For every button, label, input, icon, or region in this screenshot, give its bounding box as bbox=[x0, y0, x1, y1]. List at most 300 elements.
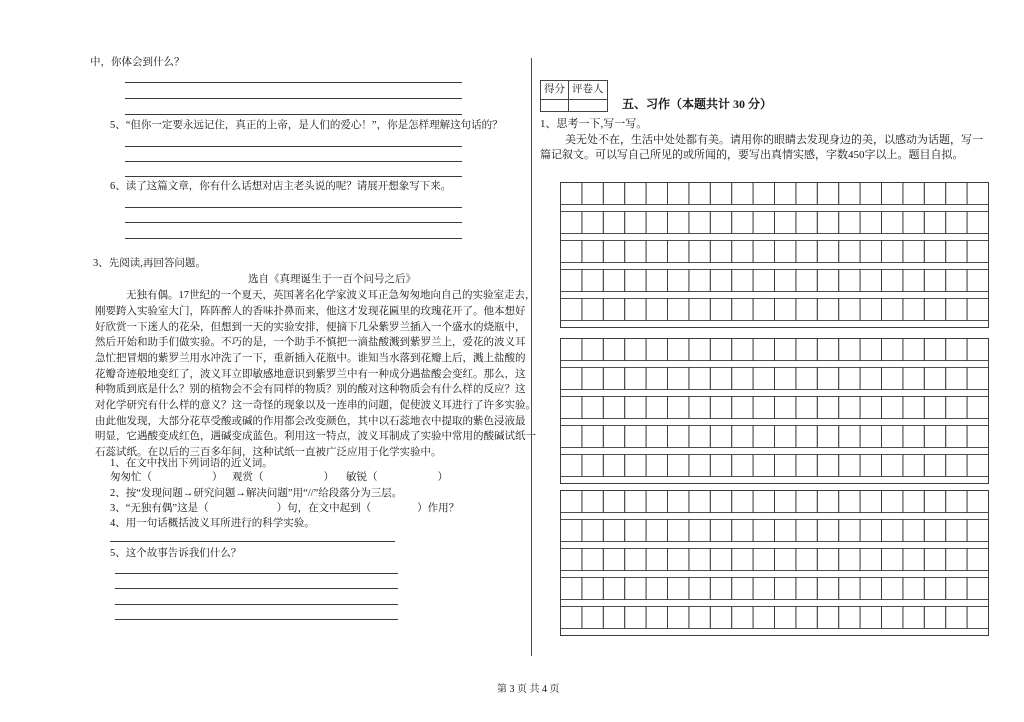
answer-line bbox=[115, 588, 398, 589]
writing-grid-cell bbox=[625, 426, 646, 448]
writing-grid-cell bbox=[796, 241, 817, 263]
writing-grid-cell bbox=[775, 241, 796, 263]
writing-grid-cell bbox=[839, 241, 860, 263]
writing-grid-cell bbox=[946, 183, 967, 205]
writing-grid-cell bbox=[561, 270, 582, 292]
writing-grid-cell bbox=[689, 241, 710, 263]
writing-grid-cell bbox=[946, 426, 967, 448]
writing-grid-cell bbox=[775, 299, 796, 321]
writing-grid-cell bbox=[903, 426, 924, 448]
answer-line bbox=[110, 541, 395, 542]
answer-line bbox=[125, 82, 462, 83]
writing-grid-cell bbox=[603, 299, 624, 321]
passage-line: 对化学研究有什么样的意义？这一奇怪的现象以及一连串的问题，促使波义耳进行了许多实验。 bbox=[95, 400, 536, 411]
writing-grid-cell bbox=[668, 270, 689, 292]
writing-grid-cell bbox=[967, 455, 988, 477]
writing-grid-cell bbox=[903, 241, 924, 263]
writing-grid-cell bbox=[882, 212, 903, 234]
writing-grid-cell bbox=[561, 183, 582, 205]
writing-grid-cell bbox=[839, 299, 860, 321]
writing-grid-cell bbox=[817, 607, 838, 629]
writing-grid-cell bbox=[603, 491, 624, 513]
writing-grid-cell bbox=[946, 397, 967, 419]
writing-grid-cell bbox=[625, 183, 646, 205]
writing-grid-cell bbox=[946, 578, 967, 600]
writing-grid-cell bbox=[860, 455, 881, 477]
writing-grid-cell bbox=[882, 183, 903, 205]
writing-grid-cell bbox=[646, 299, 667, 321]
writing-grid-cell bbox=[946, 520, 967, 542]
writing-grid-cell bbox=[753, 520, 774, 542]
writing-grid-cell bbox=[646, 426, 667, 448]
writing-grid-cell bbox=[903, 520, 924, 542]
writing-grid-cell bbox=[967, 491, 988, 513]
writing-grid-cell bbox=[668, 368, 689, 390]
writing-grid-cell bbox=[817, 455, 838, 477]
synonym-word: 匆匆忙（ bbox=[110, 472, 152, 483]
writing-grid-cell bbox=[561, 578, 582, 600]
writing-grid-cell bbox=[646, 397, 667, 419]
writing-grid-row bbox=[561, 299, 989, 321]
writing-grid-cell bbox=[753, 270, 774, 292]
answer-line bbox=[115, 619, 398, 620]
writing-grid-cell bbox=[796, 299, 817, 321]
writing-grid-cell bbox=[796, 491, 817, 513]
writing-grid-cell bbox=[732, 339, 753, 361]
writing-grid-cell bbox=[753, 368, 774, 390]
writing-grid-cell bbox=[561, 339, 582, 361]
writing-grid-cell bbox=[860, 549, 881, 571]
writing-grid-cell bbox=[668, 549, 689, 571]
writing-grid-cell bbox=[882, 426, 903, 448]
writing-grid-cell bbox=[839, 549, 860, 571]
writing-grid-cell bbox=[582, 270, 603, 292]
writing-grid-cell bbox=[603, 520, 624, 542]
writing-grid-cell bbox=[796, 183, 817, 205]
writing-grid-cell bbox=[839, 212, 860, 234]
writing-grid-cell bbox=[732, 183, 753, 205]
passage-line: 花瓣奇迹般地变红了，波义耳立即敏感地意识到紫罗兰中有一种成分遇盐酸会变红。那么，这 bbox=[95, 369, 526, 380]
synonym-blank bbox=[110, 471, 223, 485]
writing-grid-cell bbox=[967, 368, 988, 390]
writing-grid-cell bbox=[924, 299, 945, 321]
writing-grid-cell bbox=[924, 426, 945, 448]
writing-grid-cell bbox=[710, 426, 731, 448]
writing-grid-cell bbox=[860, 520, 881, 542]
writing-grid-cell bbox=[625, 270, 646, 292]
writing-grid-cell bbox=[924, 270, 945, 292]
writing-grid-cell bbox=[882, 299, 903, 321]
answer-line bbox=[125, 161, 462, 162]
writing-grid-row bbox=[561, 491, 989, 513]
reading-instruction: 3、先阅读,再回答问题。 bbox=[93, 258, 206, 269]
writing-grid-cell bbox=[924, 368, 945, 390]
writing-grid-row bbox=[561, 578, 989, 600]
writing-grid-cell bbox=[839, 491, 860, 513]
answer-line bbox=[125, 238, 462, 239]
question-3-part: ）句，在文中起到（ bbox=[276, 503, 372, 514]
writing-grid-cell bbox=[625, 299, 646, 321]
writing-grid-cell bbox=[668, 455, 689, 477]
writing-grid-cell bbox=[625, 578, 646, 600]
writing-grid-cell bbox=[561, 397, 582, 419]
writing-grid-cell bbox=[817, 212, 838, 234]
writing-grid-cell bbox=[839, 183, 860, 205]
writing-grid-cell bbox=[882, 578, 903, 600]
writing-grid-cell bbox=[561, 241, 582, 263]
writing-grid-cell bbox=[668, 299, 689, 321]
writing-grid-cell bbox=[753, 578, 774, 600]
writing-grid-cell bbox=[561, 455, 582, 477]
writing-grid-cell bbox=[903, 397, 924, 419]
writing-grid-cell bbox=[753, 397, 774, 419]
writing-grid-cell bbox=[924, 578, 945, 600]
writing-grid-cell bbox=[796, 549, 817, 571]
grader-label: 评卷人 bbox=[569, 81, 608, 100]
writing-grid-cell bbox=[817, 549, 838, 571]
writing-grid-cell bbox=[582, 549, 603, 571]
writing-grid-cell bbox=[689, 397, 710, 419]
writing-grid-cell bbox=[668, 491, 689, 513]
writing-grid-cell bbox=[582, 241, 603, 263]
score-label: 得分 bbox=[541, 81, 569, 100]
writing-grid-cell bbox=[946, 491, 967, 513]
writing-grid-cell bbox=[646, 241, 667, 263]
writing-grid-cell bbox=[710, 270, 731, 292]
writing-grid-cell bbox=[860, 299, 881, 321]
writing-grid-cell bbox=[796, 455, 817, 477]
answer-line bbox=[125, 114, 462, 115]
writing-grid-cell bbox=[924, 241, 945, 263]
writing-grid-cell bbox=[924, 212, 945, 234]
writing-grid-row bbox=[561, 455, 989, 477]
writing-grid-cell bbox=[817, 520, 838, 542]
writing-grid-block bbox=[561, 491, 989, 636]
writing-grid-cell bbox=[689, 299, 710, 321]
writing-grid-cell bbox=[668, 607, 689, 629]
writing-grid-cell bbox=[561, 426, 582, 448]
writing-grid-row bbox=[561, 397, 989, 419]
writing-grid-cell bbox=[796, 578, 817, 600]
writing-grid-cell bbox=[646, 212, 667, 234]
writing-grid-cell bbox=[839, 455, 860, 477]
writing-grid-cell bbox=[817, 183, 838, 205]
writing-grid-cell bbox=[732, 241, 753, 263]
writing-grid-cell bbox=[839, 607, 860, 629]
writing-grid-cell bbox=[860, 270, 881, 292]
answer-line bbox=[125, 98, 462, 99]
writing-grid-cell bbox=[924, 520, 945, 542]
writing-grid-cell bbox=[603, 212, 624, 234]
writing-grid-cell bbox=[603, 578, 624, 600]
prompt-title: 1、思考一下,写一写。 bbox=[540, 118, 648, 130]
answer-line bbox=[115, 604, 398, 605]
writing-grid-cell bbox=[924, 607, 945, 629]
writing-grid-cell bbox=[796, 520, 817, 542]
writing-grid-cell bbox=[668, 520, 689, 542]
writing-grid-cell bbox=[882, 368, 903, 390]
writing-grid-cell bbox=[646, 339, 667, 361]
writing-grid-cell bbox=[732, 426, 753, 448]
writing-grid-cell bbox=[860, 426, 881, 448]
writing-grid-cell bbox=[582, 339, 603, 361]
writing-grid-cell bbox=[946, 299, 967, 321]
writing-grid-cell bbox=[775, 212, 796, 234]
answer-line bbox=[125, 146, 462, 147]
writing-grid-cell bbox=[860, 241, 881, 263]
writing-grid-cell bbox=[603, 607, 624, 629]
writing-grid-cell bbox=[710, 241, 731, 263]
writing-grid-cell bbox=[924, 455, 945, 477]
writing-grid-cell bbox=[582, 183, 603, 205]
writing-grid-cell bbox=[625, 241, 646, 263]
writing-grid-cell bbox=[668, 183, 689, 205]
writing-grid-cell bbox=[924, 491, 945, 513]
writing-grid-cell bbox=[753, 607, 774, 629]
writing-grid-row bbox=[561, 549, 989, 571]
writing-grid-cell bbox=[753, 549, 774, 571]
writing-grid-cell bbox=[903, 549, 924, 571]
reading-question-5: 5、这个故事告诉我们什么？ bbox=[110, 548, 242, 559]
score-cell bbox=[541, 100, 569, 112]
writing-grid-cell bbox=[753, 491, 774, 513]
writing-grid-cell bbox=[625, 455, 646, 477]
section-title: 五、习作（本题共计 30 分） bbox=[622, 97, 773, 111]
writing-grid-cell bbox=[646, 607, 667, 629]
writing-grid-cell bbox=[582, 299, 603, 321]
writing-grid-cell bbox=[946, 241, 967, 263]
writing-grid-cell bbox=[732, 368, 753, 390]
writing-grid-cell bbox=[903, 491, 924, 513]
writing-grid-cell bbox=[689, 455, 710, 477]
writing-grid-cell bbox=[710, 212, 731, 234]
writing-grid-cell bbox=[860, 183, 881, 205]
question-3-part: ）作用？ bbox=[417, 503, 460, 514]
writing-grid-cell bbox=[582, 491, 603, 513]
writing-grid-cell bbox=[710, 397, 731, 419]
writing-grid-cell bbox=[753, 455, 774, 477]
writing-grid-cell bbox=[775, 491, 796, 513]
writing-grid-cell bbox=[625, 339, 646, 361]
writing-grid-row bbox=[561, 607, 989, 629]
reading-question-4: 4、用一句话概括波义耳所进行的科学实验。 bbox=[110, 518, 315, 529]
reading-question-2: 2、按“发现问题→研究问题→解决问题”用“//”给段落分为三层。 bbox=[110, 488, 403, 499]
writing-grid-cell bbox=[625, 491, 646, 513]
grader-cell bbox=[569, 100, 608, 112]
question-5: 5、“但你一定要永远记住，真正的上帝，是人们的爱心！”，你是怎样理解这句话的？ bbox=[110, 120, 503, 131]
writing-grid-cell bbox=[924, 397, 945, 419]
writing-grid-cell bbox=[625, 549, 646, 571]
writing-grid-cell bbox=[710, 549, 731, 571]
question-3-part: 3、“无独有偶”这是（ bbox=[110, 503, 209, 514]
writing-grid-cell bbox=[796, 212, 817, 234]
passage-line: 然后开始和助手们做实验。不巧的是，一个助手不慎把一滴盐酸溅到紫罗兰上，爱花的波义耳 bbox=[95, 337, 526, 348]
writing-grid-cell bbox=[817, 397, 838, 419]
passage-line: 好欣赏一下迷人的花朵，但想到一天的实验安排，便摘下几朵紫罗兰插入一个盛水的烧瓶中， bbox=[95, 322, 526, 333]
writing-grid-cell bbox=[603, 270, 624, 292]
writing-grid-cell bbox=[689, 426, 710, 448]
writing-grid-cell bbox=[689, 183, 710, 205]
writing-grid-cell bbox=[732, 397, 753, 419]
prompt-line: 美无处不在，生活中处处都有美。请用你的眼睛去发现身边的美，以感动为话题，写一 bbox=[565, 134, 983, 146]
page-indicator: 第 3 页 共 4 页 bbox=[497, 684, 560, 695]
reading-question-3 bbox=[110, 502, 459, 516]
writing-grid-cell bbox=[903, 183, 924, 205]
writing-grid-cell bbox=[903, 270, 924, 292]
writing-grid-cell bbox=[860, 368, 881, 390]
writing-grid-cell bbox=[603, 455, 624, 477]
writing-grid-cell bbox=[775, 397, 796, 419]
writing-grid-cell bbox=[817, 368, 838, 390]
synonym-close: ） bbox=[437, 472, 448, 483]
answer-line bbox=[125, 176, 462, 177]
writing-grid-cell bbox=[710, 455, 731, 477]
writing-grid-cell bbox=[967, 241, 988, 263]
writing-grid-cell bbox=[882, 397, 903, 419]
writing-grid-cell bbox=[924, 183, 945, 205]
writing-grid-cell bbox=[775, 578, 796, 600]
writing-grid-cell bbox=[625, 520, 646, 542]
writing-grid-cell bbox=[689, 270, 710, 292]
writing-grid-cell bbox=[775, 455, 796, 477]
writing-grid-cell bbox=[817, 270, 838, 292]
writing-grid-cell bbox=[967, 212, 988, 234]
writing-grid-cell bbox=[625, 397, 646, 419]
writing-grid-cell bbox=[646, 549, 667, 571]
writing-grid-cell bbox=[882, 455, 903, 477]
writing-grid-row bbox=[561, 183, 989, 205]
passage-source: 选自《真理诞生于一百个问号之后》 bbox=[248, 274, 416, 285]
writing-grid-cell bbox=[903, 339, 924, 361]
writing-grid-cell bbox=[924, 549, 945, 571]
writing-grid-cell bbox=[603, 368, 624, 390]
synonym-blank bbox=[232, 471, 334, 485]
writing-grid-cell bbox=[946, 339, 967, 361]
writing-grid-cell bbox=[668, 578, 689, 600]
writing-grid-cell bbox=[732, 607, 753, 629]
writing-grid-cell bbox=[582, 520, 603, 542]
writing-grid-row bbox=[561, 368, 989, 390]
writing-grid-cell bbox=[967, 607, 988, 629]
writing-grid-cell bbox=[775, 607, 796, 629]
writing-grid-cell bbox=[732, 549, 753, 571]
writing-grid-block bbox=[561, 183, 989, 328]
writing-grid-cell bbox=[710, 299, 731, 321]
writing-grid-cell bbox=[903, 212, 924, 234]
writing-grid-cell bbox=[946, 270, 967, 292]
answer-line bbox=[125, 207, 462, 208]
writing-grid-cell bbox=[817, 241, 838, 263]
writing-grid-cell bbox=[646, 183, 667, 205]
writing-grid-cell bbox=[561, 607, 582, 629]
writing-grid-cell bbox=[603, 397, 624, 419]
writing-grid-cell bbox=[710, 520, 731, 542]
writing-grid-cell bbox=[689, 212, 710, 234]
writing-grid-cell bbox=[839, 426, 860, 448]
writing-grid-cell bbox=[860, 397, 881, 419]
reading-question-1: 1、在文中找出下列词语的近义词。 bbox=[110, 458, 273, 469]
passage-line: 急忙把冒烟的紫罗兰用水冲洗了一下，重新插入花瓶中。谁知当水落到花瓣上后，溅上盐酸的 bbox=[95, 353, 526, 364]
passage-line: 明显，它遇酸变成红色，遇碱变成蓝色。利用这一特点，波义耳制成了实验中常用的酸碱试纸一 bbox=[95, 431, 536, 442]
writing-grid-cell bbox=[967, 270, 988, 292]
writing-grid-cell bbox=[732, 212, 753, 234]
writing-grid-cell bbox=[967, 339, 988, 361]
writing-grid-cell bbox=[753, 426, 774, 448]
writing-grid-cell bbox=[753, 183, 774, 205]
writing-grid-cell bbox=[732, 491, 753, 513]
writing-grid-row bbox=[561, 520, 989, 542]
writing-grid-cell bbox=[860, 491, 881, 513]
writing-grid-row bbox=[561, 212, 989, 234]
writing-grid bbox=[560, 182, 990, 638]
writing-grid-cell bbox=[561, 549, 582, 571]
writing-grid-cell bbox=[668, 426, 689, 448]
writing-grid-cell bbox=[689, 368, 710, 390]
writing-grid-cell bbox=[625, 368, 646, 390]
writing-grid-cell bbox=[689, 578, 710, 600]
writing-grid-cell bbox=[946, 549, 967, 571]
answer-line bbox=[125, 222, 462, 223]
writing-grid-cell bbox=[710, 491, 731, 513]
writing-grid-cell bbox=[625, 212, 646, 234]
writing-grid-cell bbox=[796, 339, 817, 361]
writing-grid-cell bbox=[582, 212, 603, 234]
writing-grid-cell bbox=[839, 578, 860, 600]
writing-grid-cell bbox=[860, 212, 881, 234]
writing-grid-cell bbox=[646, 368, 667, 390]
writing-grid-block bbox=[561, 339, 989, 484]
writing-grid-cell bbox=[946, 607, 967, 629]
writing-grid-cell bbox=[561, 520, 582, 542]
writing-grid-cell bbox=[603, 339, 624, 361]
writing-grid-cell bbox=[775, 368, 796, 390]
writing-grid-row bbox=[561, 339, 989, 361]
question-continuation: 中，你体会到什么？ bbox=[90, 57, 185, 68]
writing-grid-cell bbox=[775, 183, 796, 205]
writing-grid-cell bbox=[775, 426, 796, 448]
writing-grid-cell bbox=[561, 368, 582, 390]
writing-grid-cell bbox=[603, 183, 624, 205]
writing-grid-cell bbox=[689, 520, 710, 542]
writing-grid-cell bbox=[796, 368, 817, 390]
writing-grid-cell bbox=[967, 549, 988, 571]
writing-grid-cell bbox=[753, 339, 774, 361]
synonym-word: 敏锐（ bbox=[346, 472, 378, 483]
writing-grid-cell bbox=[946, 212, 967, 234]
writing-grid-cell bbox=[860, 339, 881, 361]
writing-grid-cell bbox=[860, 607, 881, 629]
writing-grid-cell bbox=[860, 578, 881, 600]
writing-grid-cell bbox=[582, 607, 603, 629]
writing-grid-cell bbox=[967, 299, 988, 321]
writing-grid-cell bbox=[903, 578, 924, 600]
writing-grid-cell bbox=[668, 241, 689, 263]
writing-grid-cell bbox=[603, 426, 624, 448]
writing-grid-cell bbox=[646, 578, 667, 600]
writing-grid-cell bbox=[625, 607, 646, 629]
writing-grid-cell bbox=[967, 397, 988, 419]
writing-grid-cell bbox=[732, 520, 753, 542]
question-6: 6、读了这篇文章，你有什么话想对店主老头说的呢？请展开想象写下来。 bbox=[110, 181, 452, 192]
writing-grid-cell bbox=[753, 212, 774, 234]
writing-grid-cell bbox=[603, 241, 624, 263]
writing-grid-cell bbox=[967, 183, 988, 205]
writing-grid-cell bbox=[839, 520, 860, 542]
writing-grid-cell bbox=[924, 339, 945, 361]
writing-grid-cell bbox=[561, 491, 582, 513]
writing-grid-cell bbox=[646, 520, 667, 542]
writing-grid-cell bbox=[967, 426, 988, 448]
